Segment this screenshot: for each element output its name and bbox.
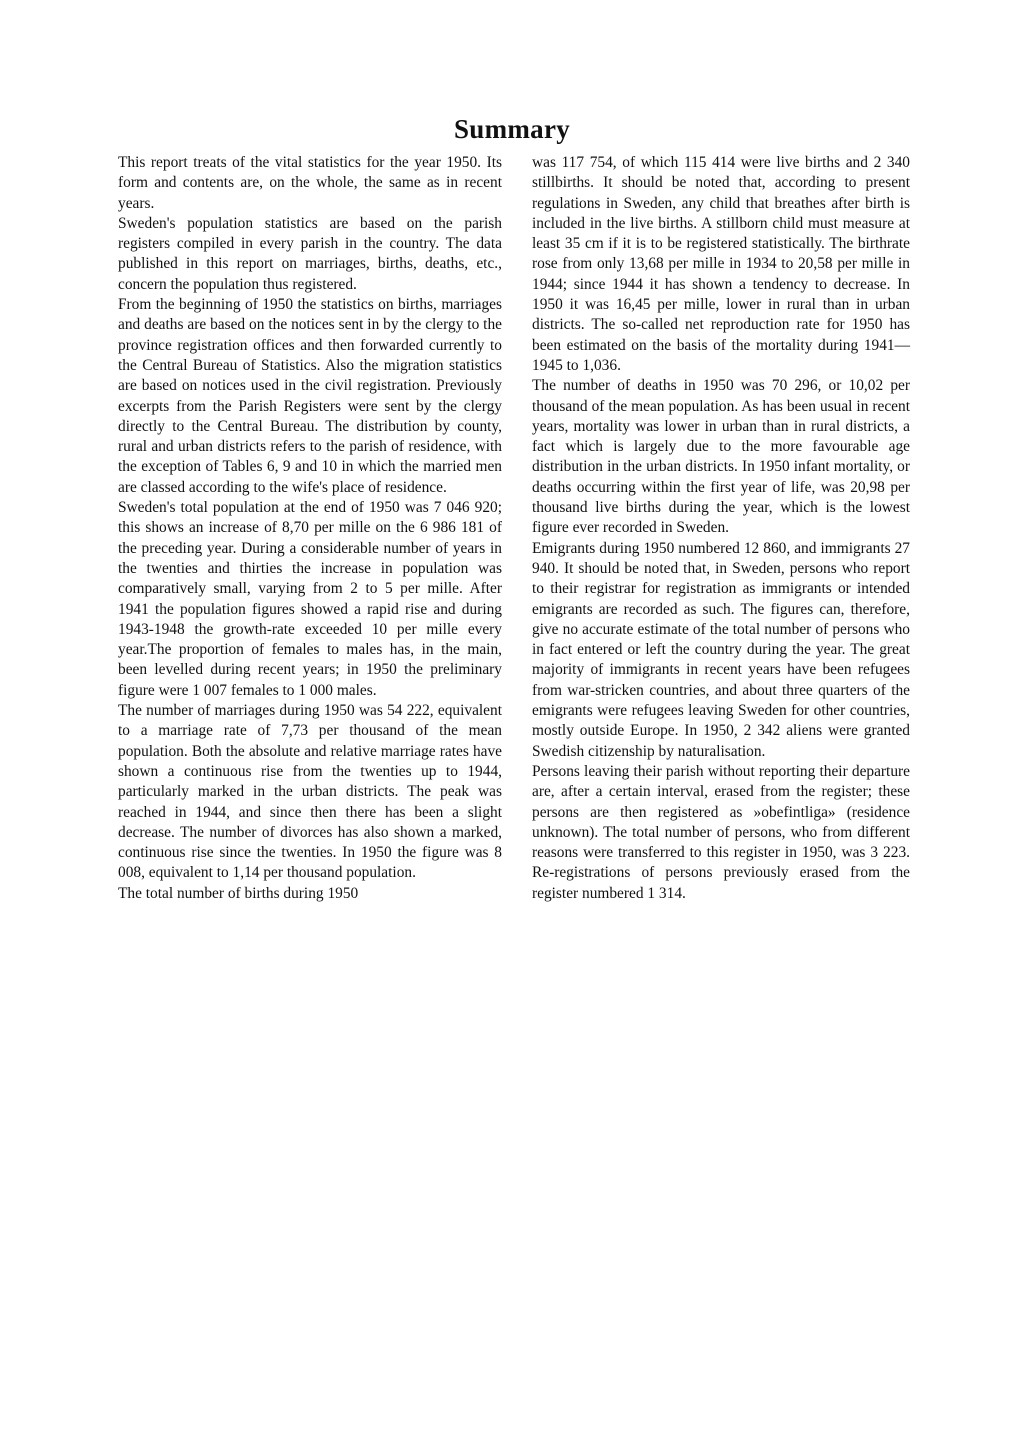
paragraph-parish-registers: Sweden's population statistics are based on the parish registers compiled in every parish in the country. The data published in this report on marriages, births, deaths, etc., concern the population thus registered. [118,214,502,293]
paragraph-total-population: Sweden's total population at the end of 1950 was 7 046 920; this shows an increase of 8,70 per mille on the 6 986 181 of the preceding year. During a considerable number of years in the twenties and thirties the increase in population was comparatively small, varying from 2 to 5 per mille. After 1941 the population figures showed a rapid rise and during 1943-1948 the growth-rate exceeded 10 per mille every year.The proportion of females to males has, in the main, been levelled during recent years; in 1950 the preliminary figure were 1 007 females to 1 000 males. [118,499,502,699]
paragraph-births: was 117 754, of which 115 414 were live births and 2 340 stillbirths. It should be noted that, according to present regulations in Sweden, any child that breathes after birth is included in the live births. A stillborn child must measure at least 35 cm if it is to be registered statistically. The birthrate rose from only 13,68 per mille in 1934 to 20,58 per mille in 1944; since 1944 it has shown a tendency to decrease. In 1950 it was 16,45 per mille, lower in rural than in urban districts. The so-called net reproduction rate for 1950 has been estimated on the basis of the mortality during 1941—1945 to 1,036. [532,154,910,374]
paragraph-marriages: The number of marriages during 1950 was 54 222, equivalent to a marriage rate of 7,73 per thousand of the mean population. Both the absolute and relative marriage rates have shown a continuous rise from the twenties up to 1944, particularly marked in the urban districts. The peak was reached in 1944, and since then there has been a slight decrease. The number of divorces has also shown a marked, continuous rise since the twenties. In 1950 the figure was 8 008, equivalent to 1,14 per thousand population. [118,702,502,882]
left-column [118,153,502,904]
paragraph-statistics-source: From the beginning of 1950 the statistics on births, marriages and deaths are based on the notices sent in by the clergy to the province registration offices and then forwarded currently to the Central Bureau of Statistics. Also the migration statistics are based on notices used in the civil registration. Previously excerpts from the Parish Registers were sent by the clergy directly to the Central Bureau. The distribution by county, rural and urban districts refers to the parish of residence, with the exception of Tables 6, 9 and 10 in which the married men are classed according to the wife's place of residence. [118,296,502,496]
page-title: Summary [453,114,571,145]
paragraph-deaths: The number of deaths in 1950 was 70 296, or 10,02 per thousand of the mean population. As has been usual in recent years, mortality was lower in urban than in rural districts, a fact which is largely due to the more favourable age distribution in the urban districts. In 1950 infant mortality, or deaths occurring within the first year of life, was 20,98 per thousand live births during the year, which is the lowest figure ever recorded in Sweden. [532,377,910,537]
paragraph-intro: This report treats of the vital statistics for the year 1950. Its form and contents are, on the whole, the same as in recent years. [118,154,502,212]
paragraph-residence-unknown: Persons leaving their parish without reporting their departure are, after a certain interval, erased from the register; these persons are then registered as »obefintliga» (residence unknown). The total number of persons, who from different reasons were transferred to this register in 1950, was 3 223. Re-registrations of persons previously erased from the register numbered 1 314. [532,762,910,902]
paragraph-migration: Emigrants during 1950 numbered 12 860, and immigrants 27 940. It should be noted that, in Sweden, persons who report to their registrar for registration as immigrants or intended emigrants are recorded as such. The figures can, therefore, give no accurate estimate of the total number of persons who in fact entered or left the country during the year. The great majority of immigrants in recent years have been refugees from war-stricken countries, and about three quarters of the emigrants were refugees leaving Sweden for other countries, mostly outside Europe. In 1950, 2 342 aliens were granted Swedish citizenship by naturalisation. [532,539,910,760]
right-column [532,153,910,904]
paragraph-births-start: The total number of births during 1950 [118,884,359,902]
